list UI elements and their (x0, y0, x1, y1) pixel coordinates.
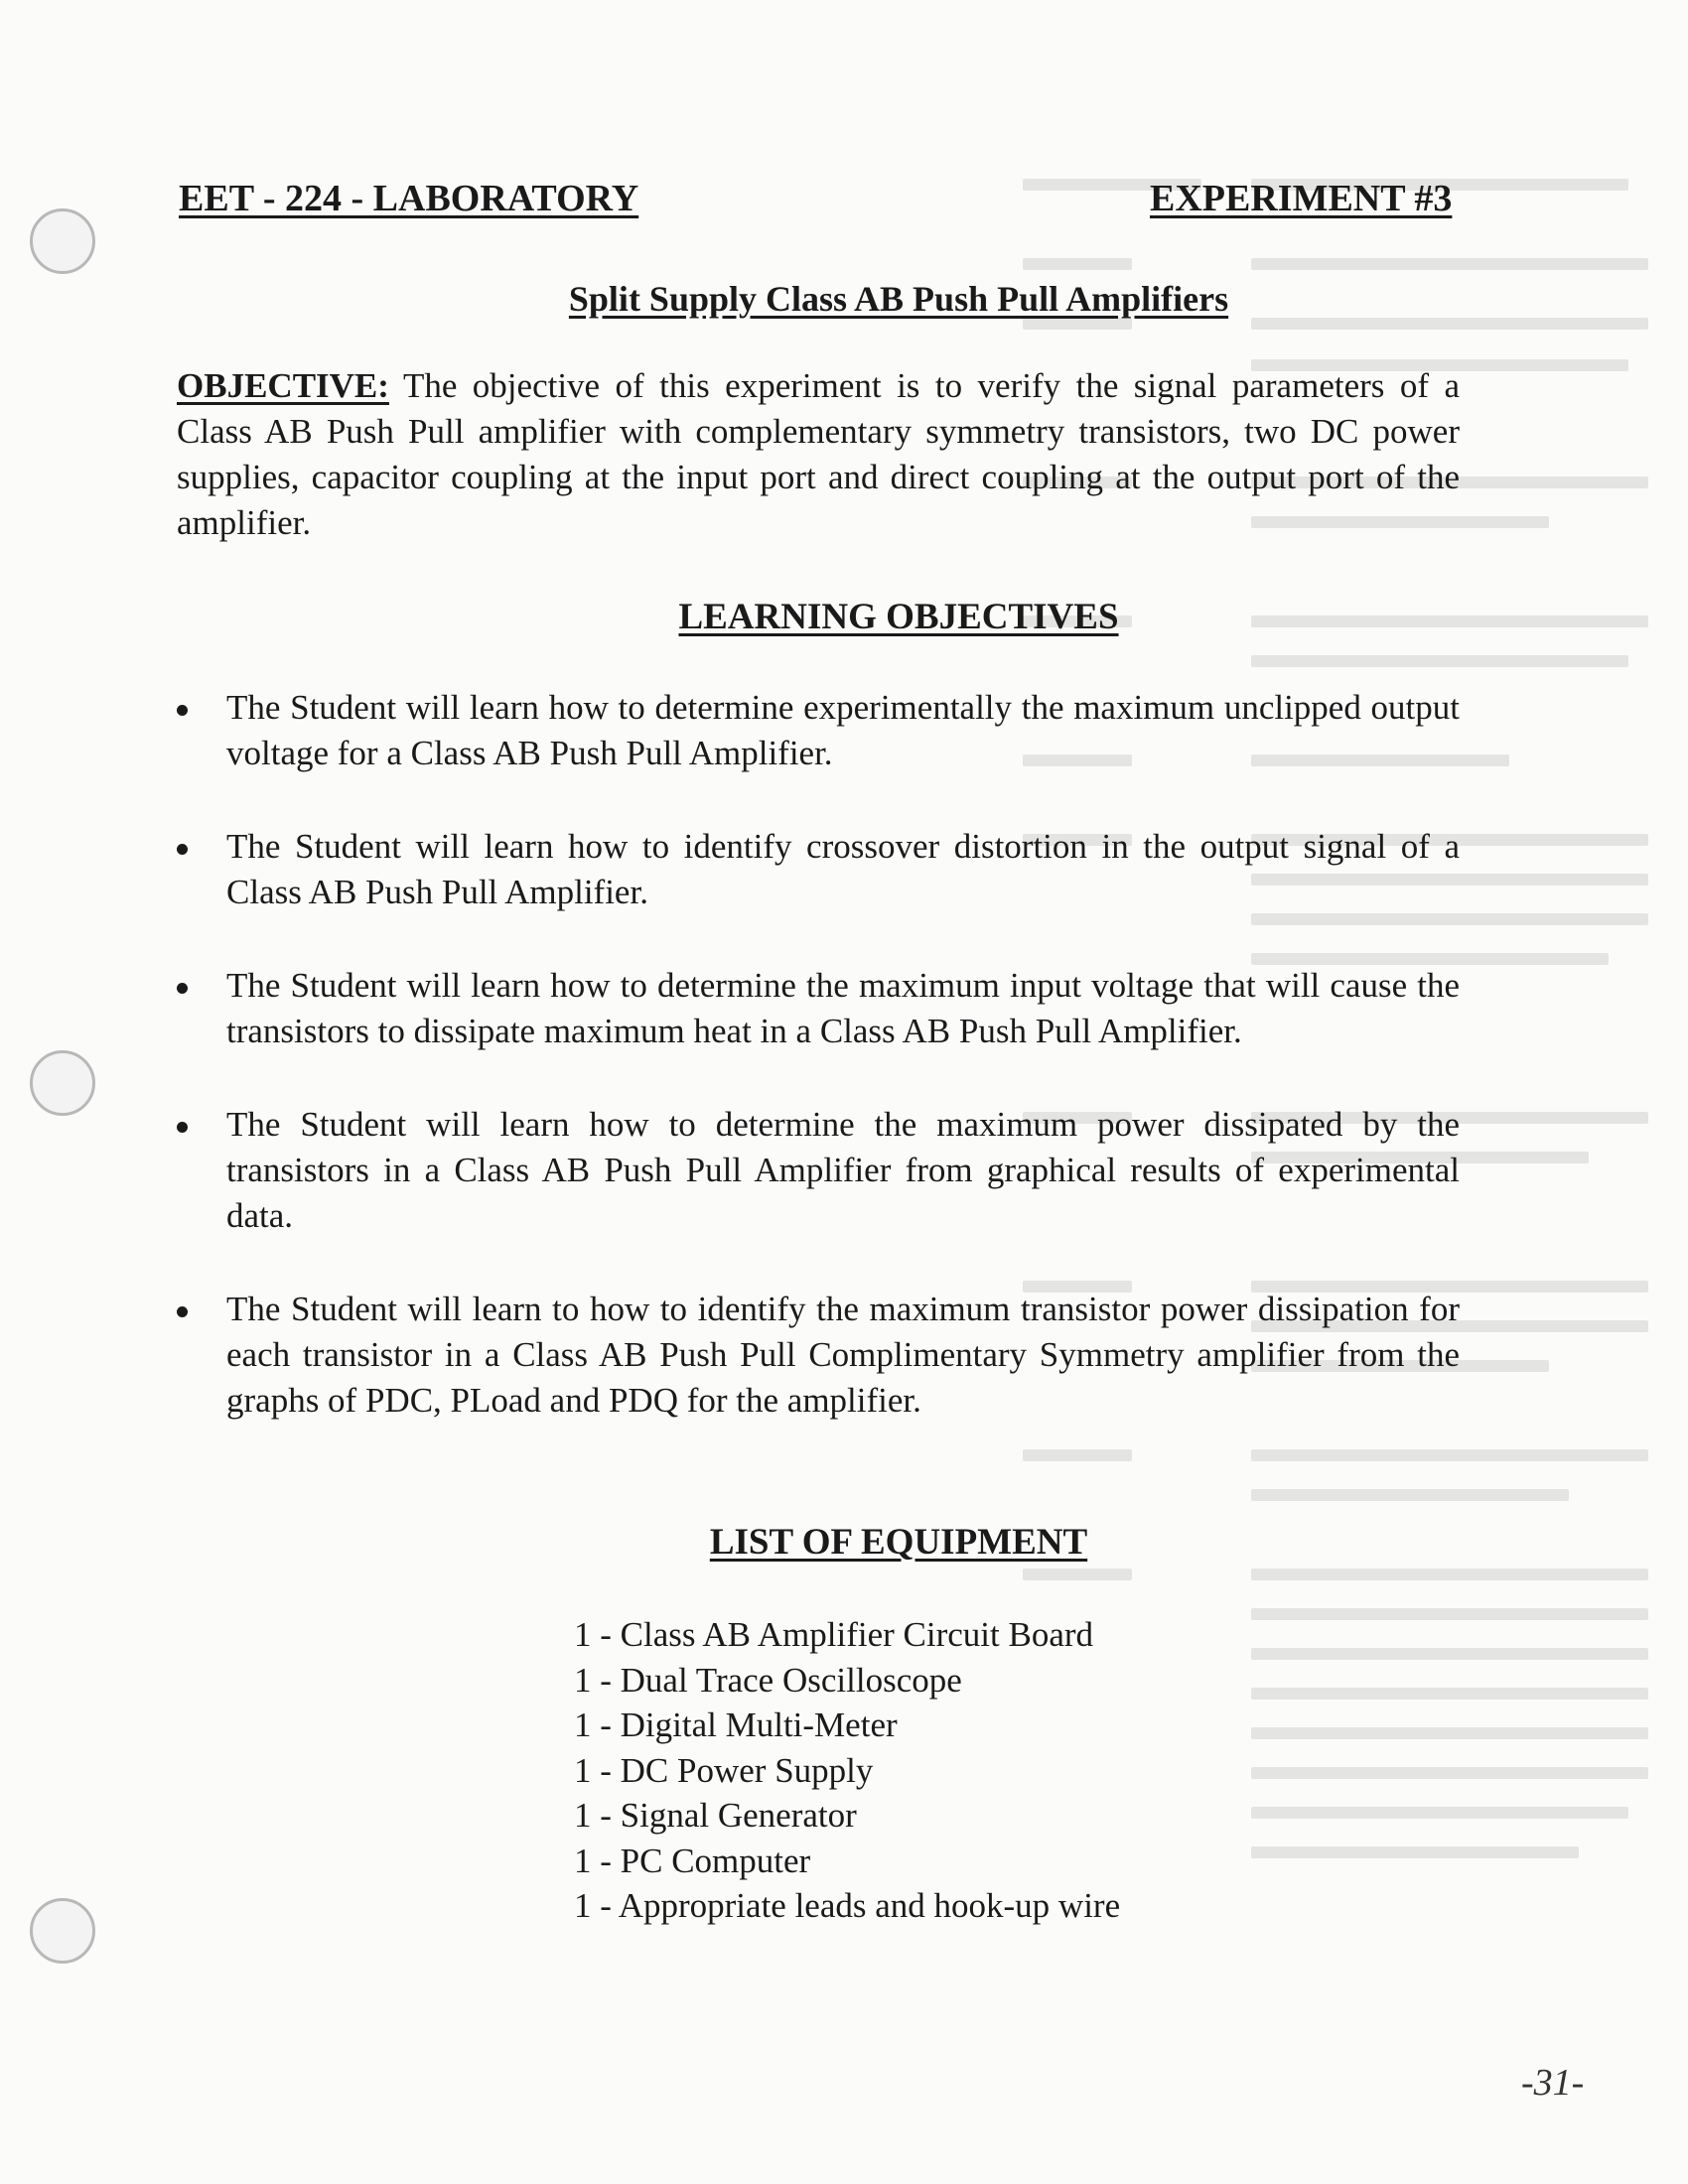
learning-objectives-heading: LEARNING OBJECTIVES (678, 597, 1119, 637)
equipment-item: 1 - Appropriate leads and hook-up wire (574, 1886, 1121, 1925)
bullet-icon (177, 1122, 188, 1133)
course-label: EET - 224 - LABORATORY (179, 178, 639, 219)
bullet-icon (177, 844, 188, 855)
list-item (169, 824, 1460, 915)
learning-objective-text: The Student will learn how to determine the maximum input voltage that will cause the transistors to dissipate maximum heat in a Class AB Push Pull Amplifier. (226, 966, 1460, 1050)
learning-objective-text: The Student will learn how to determine experimentally the maximum unclipped output voltage for a Class AB Push Pull Amplifier. (226, 688, 1460, 772)
equipment-item: 1 - Dual Trace Oscilloscope (574, 1660, 962, 1700)
bullet-icon (177, 705, 188, 716)
equipment-heading: LIST OF EQUIPMENT (709, 1522, 1088, 1563)
list-item (169, 963, 1460, 1054)
objective-text: The objective of this experiment is to verify the signal parameters of a Class AB Push Pull amplifier with complementary symmetry transistors, two DC power supplies, capacitor coupling at the input port and direct coupling at the output port of the amplifier. (177, 366, 1460, 542)
experiment-number: EXPERIMENT #3 (1150, 178, 1453, 219)
equipment-list (574, 1612, 1120, 1929)
binder-hole-top (30, 208, 95, 274)
page-number: -31- (1521, 2062, 1585, 2104)
equipment-item: 1 - Digital Multi-Meter (574, 1706, 898, 1744)
binder-hole-bottom (30, 1898, 95, 1964)
list-item (169, 1102, 1460, 1239)
bullet-icon (177, 1306, 188, 1317)
equipment-item: 1 - PC Computer (574, 1841, 811, 1880)
equipment-item: 1 - DC Power Supply (574, 1750, 874, 1790)
document-title: Split Supply Class AB Push Pull Amplifiers (568, 279, 1229, 319)
list-item (169, 685, 1460, 776)
list-item (169, 1287, 1460, 1424)
objective-label: OBJECTIVE: (177, 366, 389, 405)
binder-hole-middle (30, 1050, 95, 1116)
learning-objective-text: The Student will learn how to identify crossover distortion in the output signal of a Class AB Push Pull Amplifier. (226, 827, 1460, 911)
equipment-item: 1 - Class AB Amplifier Circuit Board (574, 1615, 1094, 1654)
learning-objective-text: The Student will learn how to determine the maximum power dissipated by the transistors in a Class AB Push Pull Amplifier from graphical results of experimental data. (226, 1105, 1460, 1235)
equipment-item: 1 - Signal Generator (574, 1796, 857, 1835)
objective-paragraph (177, 363, 1460, 546)
learning-objective-text: The Student will learn to how to identify the maximum transistor power dissipation for each transistor in a Class AB Push Pull Complimentary Symmetry amplifier from the graphs of PDC, PLoad and PDQ for the amplifier. (226, 1290, 1460, 1420)
bullet-icon (177, 983, 188, 994)
learning-objectives-list (169, 685, 1460, 1424)
